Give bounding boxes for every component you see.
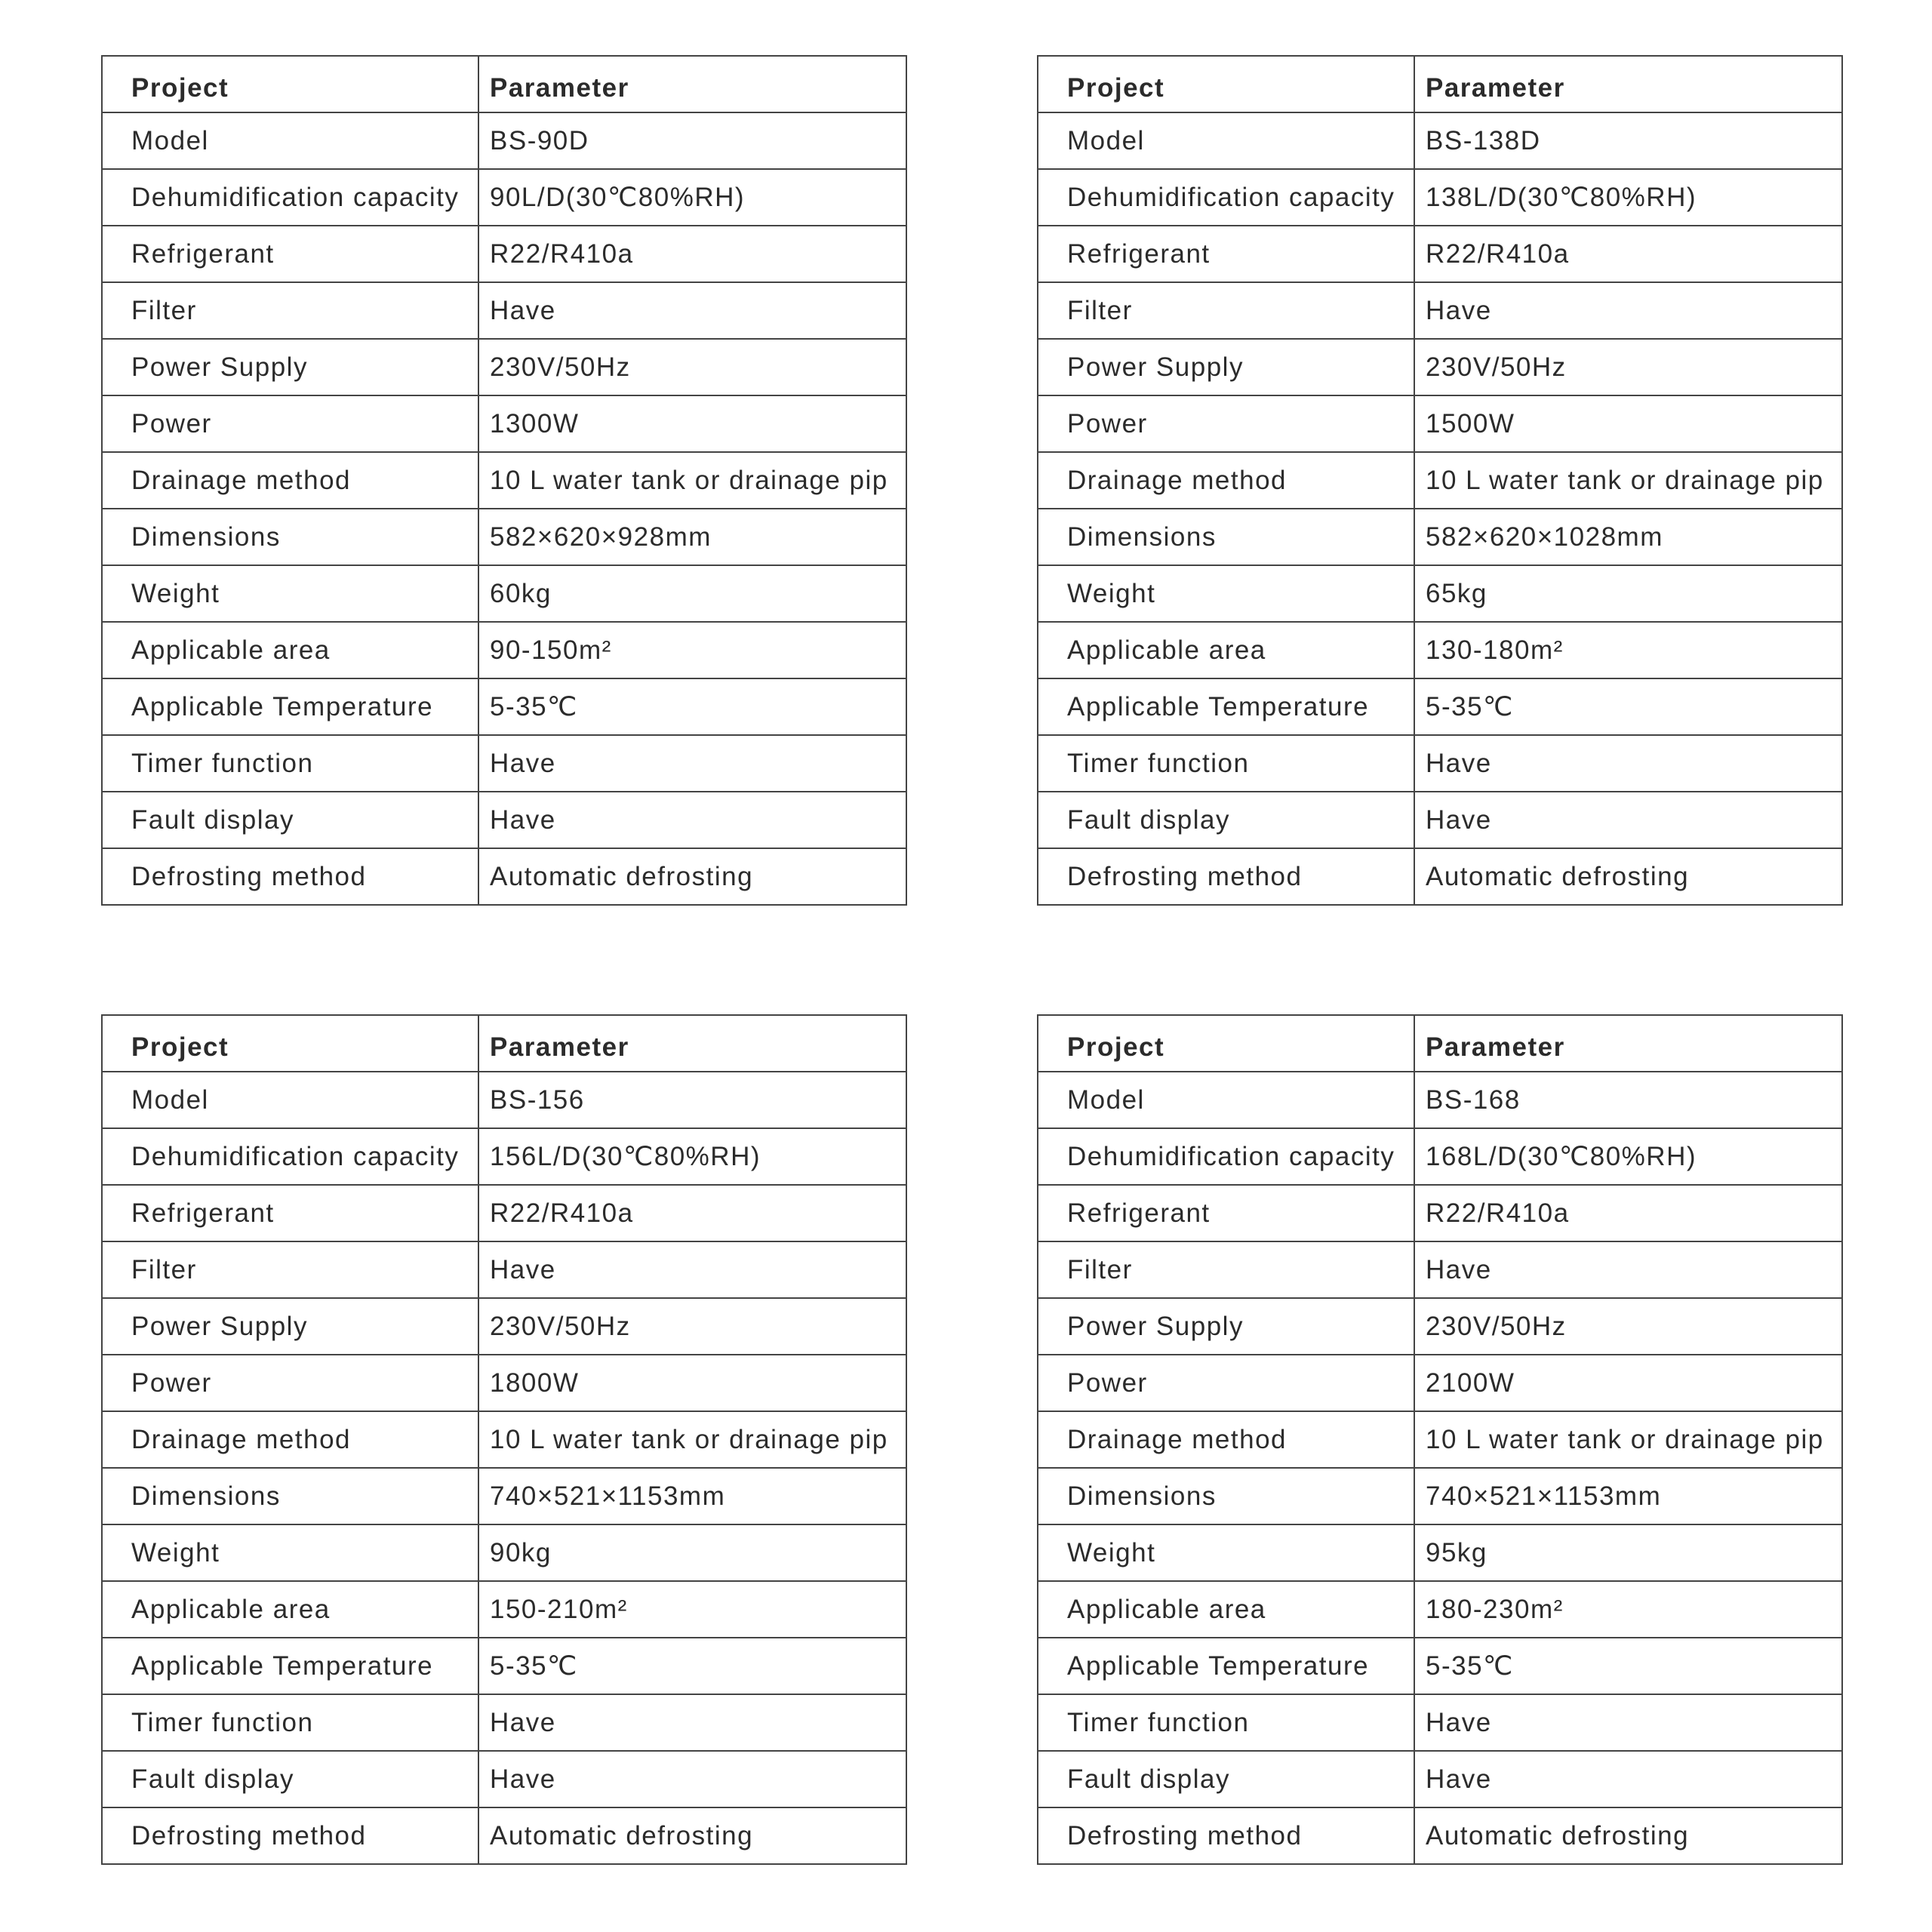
- row-label: Defrosting method: [1038, 1807, 1414, 1864]
- table-row: [102, 112, 906, 169]
- row-label: Power: [1038, 1355, 1414, 1411]
- row-value: 740×521×1153mm: [478, 1468, 906, 1524]
- table-row: [102, 1355, 906, 1411]
- table-row: [102, 169, 906, 226]
- row-value: Have: [478, 735, 906, 792]
- row-label: Power Supply: [1038, 339, 1414, 395]
- spec-table-bs-156: [101, 1014, 907, 1865]
- row-label: Model: [102, 112, 478, 169]
- row-label: Applicable Temperature: [1038, 678, 1414, 735]
- table-row: [102, 565, 906, 622]
- row-label: Fault display: [1038, 1751, 1414, 1807]
- row-value: 138L/D(30℃80%RH): [1414, 169, 1842, 226]
- row-value: 5-35℃: [478, 678, 906, 735]
- row-label: Timer function: [102, 1694, 478, 1751]
- spec-table-bs-90d: [101, 55, 907, 906]
- row-label: Weight: [1038, 1524, 1414, 1581]
- row-value: 1300W: [478, 395, 906, 452]
- row-value: 1500W: [1414, 395, 1842, 452]
- row-label: Applicable area: [1038, 1581, 1414, 1638]
- row-label: Defrosting method: [1038, 848, 1414, 905]
- parameter-header: Parameter: [1414, 56, 1842, 112]
- row-value: 150-210m²: [478, 1581, 906, 1638]
- row-label: Timer function: [1038, 1694, 1414, 1751]
- table-row: [1038, 678, 1842, 735]
- table-row: [1038, 735, 1842, 792]
- table-row: [1038, 1185, 1842, 1241]
- table-row: [1038, 1581, 1842, 1638]
- row-label: Dimensions: [102, 1468, 478, 1524]
- table-row: [102, 848, 906, 905]
- row-label: Applicable Temperature: [102, 1638, 478, 1694]
- table-row: [1038, 1411, 1842, 1468]
- row-value: Have: [478, 792, 906, 848]
- table-row: [1038, 1298, 1842, 1355]
- row-label: Drainage method: [102, 452, 478, 509]
- row-value: 130-180m²: [1414, 622, 1842, 678]
- row-label: Timer function: [1038, 735, 1414, 792]
- table-row: [102, 1751, 906, 1807]
- table-row: [1038, 1694, 1842, 1751]
- table-row: [1038, 565, 1842, 622]
- table-row: [1038, 622, 1842, 678]
- row-value: BS-168: [1414, 1072, 1842, 1128]
- project-header: Project: [1038, 56, 1414, 112]
- table-row: [1038, 226, 1842, 282]
- table-header-row: [102, 56, 906, 112]
- row-value: R22/R410a: [478, 1185, 906, 1241]
- row-value: 230V/50Hz: [478, 339, 906, 395]
- table-row: [1038, 1355, 1842, 1411]
- table-row: [102, 1411, 906, 1468]
- row-label: Filter: [102, 1241, 478, 1298]
- row-label: Applicable area: [1038, 622, 1414, 678]
- row-label: Filter: [102, 282, 478, 339]
- table-row: [1038, 792, 1842, 848]
- row-value: 5-35℃: [478, 1638, 906, 1694]
- row-value: Automatic defrosting: [1414, 1807, 1842, 1864]
- row-value: 65kg: [1414, 565, 1842, 622]
- table-row: [102, 1524, 906, 1581]
- row-label: Drainage method: [102, 1411, 478, 1468]
- row-value: 1800W: [478, 1355, 906, 1411]
- table-row: [102, 339, 906, 395]
- row-value: BS-138D: [1414, 112, 1842, 169]
- row-label: Model: [1038, 112, 1414, 169]
- row-label: Filter: [1038, 282, 1414, 339]
- row-value: Have: [1414, 1751, 1842, 1807]
- row-label: Dimensions: [1038, 509, 1414, 565]
- table-row: [102, 1581, 906, 1638]
- parameter-header: Parameter: [478, 1015, 906, 1072]
- row-label: Model: [102, 1072, 478, 1128]
- row-label: Applicable Temperature: [102, 678, 478, 735]
- row-value: Have: [1414, 282, 1842, 339]
- row-label: Weight: [102, 1524, 478, 1581]
- row-value: 10 L water tank or drainage pip: [478, 1411, 906, 1468]
- table-row: [1038, 509, 1842, 565]
- row-label: Refrigerant: [102, 1185, 478, 1241]
- row-value: 230V/50Hz: [1414, 339, 1842, 395]
- table-header-row: [102, 1015, 906, 1072]
- table-row: [1038, 112, 1842, 169]
- row-value: Have: [1414, 1241, 1842, 1298]
- row-value: Automatic defrosting: [478, 1807, 906, 1864]
- row-label: Drainage method: [1038, 452, 1414, 509]
- row-label: Dimensions: [1038, 1468, 1414, 1524]
- table-row: [102, 226, 906, 282]
- row-label: Filter: [1038, 1241, 1414, 1298]
- project-header: Project: [1038, 1015, 1414, 1072]
- table-row: [102, 509, 906, 565]
- table-row: [102, 1468, 906, 1524]
- row-label: Power: [1038, 395, 1414, 452]
- row-value: 90kg: [478, 1524, 906, 1581]
- row-label: Applicable area: [102, 622, 478, 678]
- table-row: [1038, 452, 1842, 509]
- row-value: 168L/D(30℃80%RH): [1414, 1128, 1842, 1185]
- spec-table-bs-138d: [1037, 55, 1843, 906]
- table-row: [102, 1298, 906, 1355]
- row-label: Dehumidification capacity: [1038, 169, 1414, 226]
- parameter-header: Parameter: [478, 56, 906, 112]
- row-label: Model: [1038, 1072, 1414, 1128]
- row-label: Defrosting method: [102, 1807, 478, 1864]
- row-label: Dehumidification capacity: [102, 1128, 478, 1185]
- table-row: [102, 1128, 906, 1185]
- spec-table-bs-168: [1037, 1014, 1843, 1865]
- table-header-row: [1038, 56, 1842, 112]
- table-row: [102, 1807, 906, 1864]
- row-value: 2100W: [1414, 1355, 1842, 1411]
- row-value: 95kg: [1414, 1524, 1842, 1581]
- row-value: R22/R410a: [1414, 226, 1842, 282]
- row-label: Weight: [1038, 565, 1414, 622]
- row-value: 10 L water tank or drainage pip: [1414, 1411, 1842, 1468]
- row-value: R22/R410a: [1414, 1185, 1842, 1241]
- row-label: Defrosting method: [102, 848, 478, 905]
- row-label: Fault display: [1038, 792, 1414, 848]
- row-value: BS-156: [478, 1072, 906, 1128]
- table-row: [1038, 1072, 1842, 1128]
- row-value: 582×620×1028mm: [1414, 509, 1842, 565]
- row-value: 180-230m²: [1414, 1581, 1842, 1638]
- table-row: [1038, 1638, 1842, 1694]
- row-label: Refrigerant: [1038, 226, 1414, 282]
- table-row: [102, 1241, 906, 1298]
- table-header-row: [1038, 1015, 1842, 1072]
- row-value: Have: [1414, 792, 1842, 848]
- row-value: 5-35℃: [1414, 678, 1842, 735]
- table-row: [1038, 339, 1842, 395]
- row-value: Automatic defrosting: [1414, 848, 1842, 905]
- row-label: Power: [102, 395, 478, 452]
- row-value: Have: [478, 1241, 906, 1298]
- table-row: [102, 1185, 906, 1241]
- row-value: Have: [478, 1751, 906, 1807]
- row-value: Have: [1414, 735, 1842, 792]
- row-value: 5-35℃: [1414, 1638, 1842, 1694]
- table-row: [1038, 1128, 1842, 1185]
- row-value: 10 L water tank or drainage pip: [478, 452, 906, 509]
- table-row: [102, 282, 906, 339]
- row-label: Dehumidification capacity: [1038, 1128, 1414, 1185]
- row-label: Fault display: [102, 792, 478, 848]
- row-value: R22/R410a: [478, 226, 906, 282]
- row-label: Applicable Temperature: [1038, 1638, 1414, 1694]
- table-row: [102, 1072, 906, 1128]
- row-value: 582×620×928mm: [478, 509, 906, 565]
- table-row: [102, 792, 906, 848]
- row-value: 156L/D(30℃80%RH): [478, 1128, 906, 1185]
- table-row: [102, 1694, 906, 1751]
- row-label: Power: [102, 1355, 478, 1411]
- table-row: [1038, 169, 1842, 226]
- row-value: 230V/50Hz: [478, 1298, 906, 1355]
- table-row: [1038, 1241, 1842, 1298]
- table-row: [1038, 1468, 1842, 1524]
- row-value: 10 L water tank or drainage pip: [1414, 452, 1842, 509]
- row-label: Timer function: [102, 735, 478, 792]
- row-value: 90-150m²: [478, 622, 906, 678]
- row-label: Refrigerant: [1038, 1185, 1414, 1241]
- table-row: [1038, 1524, 1842, 1581]
- row-label: Power Supply: [102, 1298, 478, 1355]
- table-row: [1038, 848, 1842, 905]
- table-row: [1038, 1751, 1842, 1807]
- row-label: Power Supply: [1038, 1298, 1414, 1355]
- row-label: Refrigerant: [102, 226, 478, 282]
- row-label: Weight: [102, 565, 478, 622]
- project-header: Project: [102, 56, 478, 112]
- row-label: Power Supply: [102, 339, 478, 395]
- row-label: Dehumidification capacity: [102, 169, 478, 226]
- parameter-header: Parameter: [1414, 1015, 1842, 1072]
- table-row: [102, 735, 906, 792]
- table-row: [102, 678, 906, 735]
- table-row: [102, 622, 906, 678]
- row-label: Fault display: [102, 1751, 478, 1807]
- table-row: [1038, 282, 1842, 339]
- row-value: BS-90D: [478, 112, 906, 169]
- table-row: [102, 1638, 906, 1694]
- table-row: [102, 395, 906, 452]
- table-row: [1038, 395, 1842, 452]
- row-value: Automatic defrosting: [478, 848, 906, 905]
- row-value: 60kg: [478, 565, 906, 622]
- row-value: Have: [478, 1694, 906, 1751]
- row-value: 230V/50Hz: [1414, 1298, 1842, 1355]
- row-value: Have: [478, 282, 906, 339]
- project-header: Project: [102, 1015, 478, 1072]
- row-label: Drainage method: [1038, 1411, 1414, 1468]
- row-value: Have: [1414, 1694, 1842, 1751]
- row-label: Dimensions: [102, 509, 478, 565]
- row-value: 90L/D(30℃80%RH): [478, 169, 906, 226]
- row-label: Applicable area: [102, 1581, 478, 1638]
- row-value: 740×521×1153mm: [1414, 1468, 1842, 1524]
- table-row: [102, 452, 906, 509]
- table-row: [1038, 1807, 1842, 1864]
